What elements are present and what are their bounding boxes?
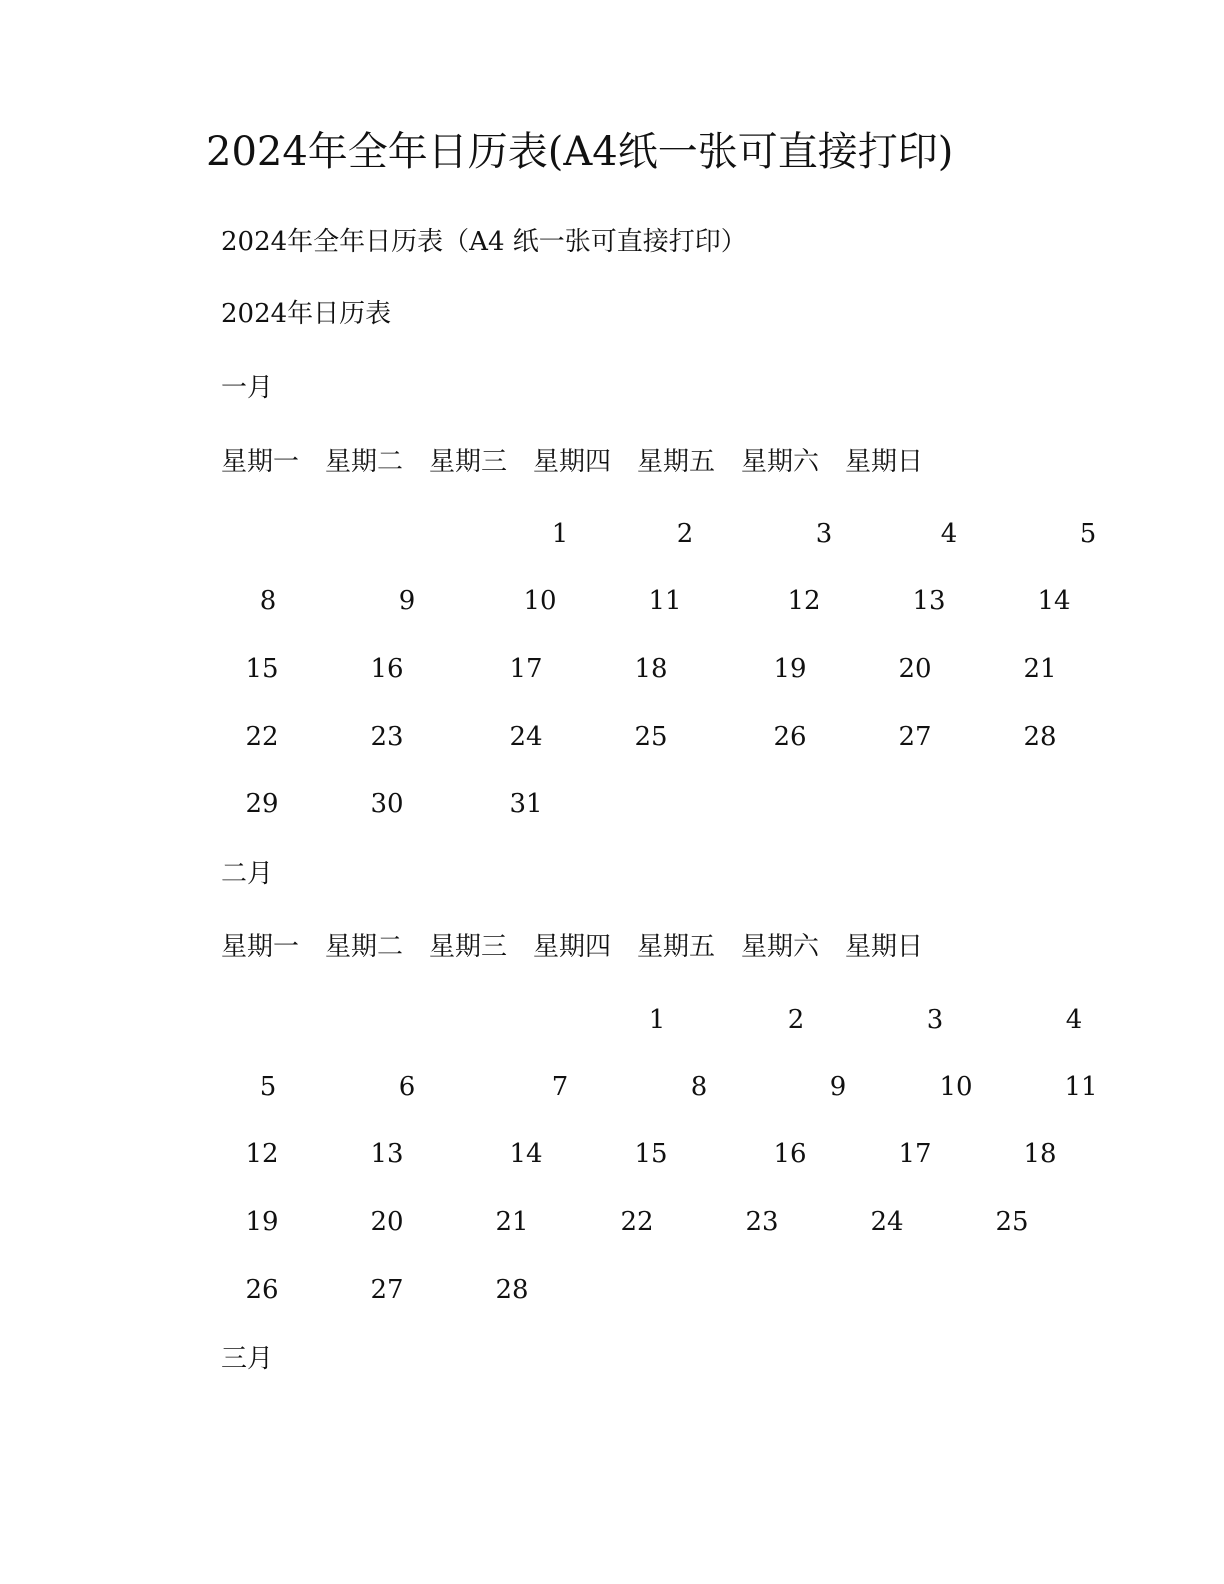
day-cell: 29 xyxy=(245,789,279,819)
day-cell: 15 xyxy=(245,654,279,684)
day-cell: 26 xyxy=(773,722,807,752)
day-cell: 12 xyxy=(787,586,821,616)
day-cell: 8 xyxy=(690,1072,708,1102)
day-cell: 4 xyxy=(1065,1005,1083,1035)
day-cell: 25 xyxy=(995,1207,1029,1237)
day-cell: 1 xyxy=(551,519,569,549)
day-cell: 18 xyxy=(1023,1139,1057,1169)
weekday-label: 星期日 xyxy=(845,447,924,477)
day-cell: 14 xyxy=(509,1139,543,1169)
month-label-february: 二月 xyxy=(221,859,274,889)
day-cell: 4 xyxy=(940,519,958,549)
weekday-label: 星期六 xyxy=(741,932,820,962)
weekday-label: 星期四 xyxy=(533,932,612,962)
weekday-label: 星期六 xyxy=(741,447,820,477)
day-cell: 11 xyxy=(1064,1072,1098,1102)
day-cell: 13 xyxy=(370,1139,404,1169)
day-cell: 2 xyxy=(787,1005,805,1035)
weekday-label: 星期二 xyxy=(325,447,404,477)
day-cell: 19 xyxy=(773,654,807,684)
day-cell: 6 xyxy=(398,1072,416,1102)
day-cell: 22 xyxy=(245,722,279,752)
calendar-title: 2024年日历表 xyxy=(221,299,392,329)
weekday-label: 星期日 xyxy=(845,932,924,962)
day-cell: 31 xyxy=(509,789,543,819)
day-cell: 16 xyxy=(370,654,404,684)
month-label-january: 一月 xyxy=(221,373,274,403)
day-cell: 28 xyxy=(495,1275,529,1305)
day-cell: 23 xyxy=(370,722,404,752)
day-cell: 15 xyxy=(634,1139,668,1169)
day-cell: 5 xyxy=(259,1072,277,1102)
day-cell: 2 xyxy=(676,519,694,549)
month-label-march: 三月 xyxy=(221,1344,274,1374)
day-cell: 7 xyxy=(551,1072,569,1102)
day-cell: 8 xyxy=(259,586,277,616)
day-cell: 22 xyxy=(620,1207,654,1237)
day-cell: 9 xyxy=(829,1072,847,1102)
day-cell: 20 xyxy=(370,1207,404,1237)
main-title: 2024年全年日历表(A4纸一张可直接打印) xyxy=(206,129,954,175)
weekday-label: 星期一 xyxy=(221,932,300,962)
day-cell: 10 xyxy=(939,1072,973,1102)
day-cell: 21 xyxy=(1023,654,1057,684)
day-cell: 16 xyxy=(773,1139,807,1169)
day-cell: 10 xyxy=(523,586,557,616)
day-cell: 12 xyxy=(245,1139,279,1169)
day-cell: 26 xyxy=(245,1275,279,1305)
day-cell: 17 xyxy=(509,654,543,684)
weekday-label: 星期四 xyxy=(533,447,612,477)
day-cell: 27 xyxy=(370,1275,404,1305)
day-cell: 25 xyxy=(634,722,668,752)
weekday-label: 星期五 xyxy=(637,932,716,962)
day-cell: 27 xyxy=(898,722,932,752)
day-cell: 18 xyxy=(634,654,668,684)
day-cell: 23 xyxy=(745,1207,779,1237)
day-cell: 9 xyxy=(398,586,416,616)
weekday-label: 星期一 xyxy=(221,447,300,477)
day-cell: 3 xyxy=(926,1005,944,1035)
day-cell: 5 xyxy=(1079,519,1097,549)
day-cell: 30 xyxy=(370,789,404,819)
day-cell: 14 xyxy=(1037,586,1071,616)
day-cell: 17 xyxy=(898,1139,932,1169)
day-cell: 20 xyxy=(898,654,932,684)
day-cell: 21 xyxy=(495,1207,529,1237)
subtitle: 2024年全年日历表（A4 纸一张可直接打印） xyxy=(221,227,747,257)
day-cell: 13 xyxy=(912,586,946,616)
day-cell: 24 xyxy=(870,1207,904,1237)
weekday-label: 星期二 xyxy=(325,932,404,962)
weekday-label: 星期五 xyxy=(637,447,716,477)
day-cell: 3 xyxy=(815,519,833,549)
day-cell: 1 xyxy=(648,1005,666,1035)
day-cell: 19 xyxy=(245,1207,279,1237)
day-cell: 11 xyxy=(648,586,682,616)
weekday-label: 星期三 xyxy=(429,447,508,477)
day-cell: 24 xyxy=(509,722,543,752)
day-cell: 28 xyxy=(1023,722,1057,752)
weekday-label: 星期三 xyxy=(429,932,508,962)
